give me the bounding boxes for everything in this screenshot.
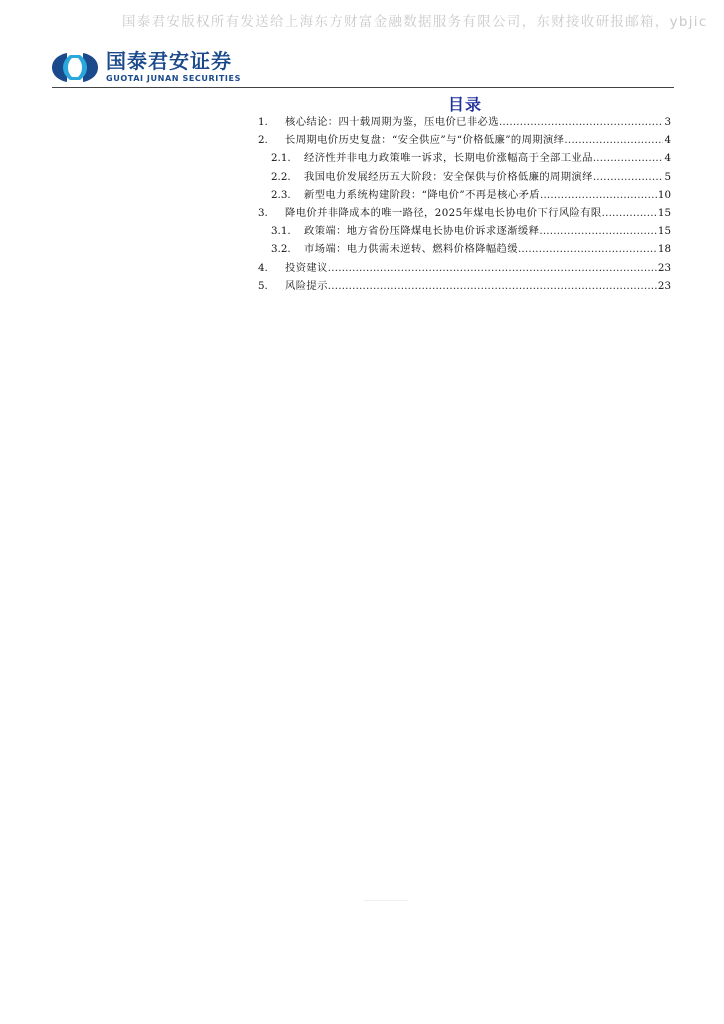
- toc-entry-label: 政策端：地方省份压降煤电长协电价诉求逐渐缓释: [304, 225, 540, 238]
- toc-entry-label: 投资建议: [285, 261, 328, 274]
- toc-entry-number: 2.3.: [271, 188, 291, 201]
- toc-dot-leader: [593, 168, 664, 186]
- toc-entry-number: 2.1.: [271, 152, 291, 165]
- toc-title: 目录: [447, 95, 482, 114]
- toc-entry-page: 4: [664, 134, 671, 147]
- toc-entry[interactable]: [258, 222, 671, 240]
- toc-entry[interactable]: [258, 131, 671, 149]
- toc-dot-leader: [328, 259, 657, 277]
- toc-entry-page: 4: [664, 152, 671, 165]
- company-logo: [52, 51, 241, 83]
- toc-entry-label: 风险提示: [285, 279, 328, 292]
- toc-dot-leader: [593, 149, 664, 167]
- toc-entry-label: 市场端：电力供需未逆转、燃料价格降幅趋缓: [304, 243, 518, 256]
- toc-entry-label: 我国电价发展经历五大阶段：安全保供与价格低廉的周期演绎: [304, 170, 593, 183]
- header-divider: [52, 87, 674, 88]
- watermark-text: 国泰君安版权所有发送给上海东方财富金融数据服务有限公司，东财接收研报邮箱，ybjic: [122, 14, 708, 30]
- toc-dot-leader: [540, 186, 657, 204]
- toc-dot-leader: [518, 240, 657, 258]
- toc-entry-page: 3: [664, 116, 671, 128]
- toc-entry-number: 1.: [258, 116, 268, 128]
- logo-name-en: GUOTAI JUNAN SECURITIES: [106, 73, 241, 83]
- toc-entry[interactable]: [258, 113, 671, 131]
- toc-entry-label: 新型电力系统构建阶段：“降电价”不再是核心矛盾: [304, 188, 540, 201]
- toc-dot-leader: [539, 222, 657, 240]
- toc-entry-page: 23: [657, 279, 671, 292]
- toc-entry[interactable]: [258, 277, 671, 295]
- toc-entry-page: 5: [664, 170, 671, 183]
- toc-entry-label: 核心结论：四十载周期为鉴，压电价已非必选: [285, 116, 499, 128]
- toc-dot-leader: [328, 277, 657, 295]
- toc-dot-leader: [499, 113, 664, 131]
- toc-entry-page: 23: [657, 261, 671, 274]
- toc-entry-number: 2.: [258, 134, 268, 147]
- toc-entry-page: 15: [657, 225, 671, 238]
- toc-entry-label: 降电价并非降成本的唯一路径，2025年煤电长协电价下行风险有限: [285, 206, 602, 219]
- toc-entry-label: 长周期电价历史复盘：“安全供应”与“价格低廉”的周期演绎: [285, 134, 565, 147]
- toc-entry[interactable]: [258, 186, 671, 204]
- toc-entry-number: 3.1.: [271, 225, 291, 238]
- toc-entry[interactable]: [258, 204, 671, 222]
- logo-name-cn: 国泰君安证券: [106, 49, 232, 73]
- logo-emblem-icon: [52, 52, 98, 83]
- toc-dot-leader: [602, 204, 657, 222]
- toc-entry-number: 2.2.: [271, 170, 291, 183]
- toc-entry-number: 3.: [258, 206, 268, 219]
- toc-entry-number: 3.2.: [271, 243, 291, 256]
- footer-divider: [364, 900, 408, 901]
- toc-entry[interactable]: [258, 149, 671, 167]
- toc-entry-label: 经济性并非电力政策唯一诉求，长期电价涨幅高于全部工业品: [304, 152, 593, 165]
- toc-entry[interactable]: [258, 259, 671, 277]
- toc-dot-leader: [564, 131, 663, 149]
- toc-entry[interactable]: [258, 168, 671, 186]
- toc-entry[interactable]: [258, 240, 671, 258]
- table-of-contents: [258, 113, 671, 295]
- toc-entry-page: 18: [657, 243, 671, 256]
- toc-entry-number: 5.: [258, 279, 268, 292]
- toc-entry-page: 15: [657, 206, 671, 219]
- toc-entry-number: 4.: [258, 261, 268, 274]
- toc-entry-page: 10: [657, 188, 671, 201]
